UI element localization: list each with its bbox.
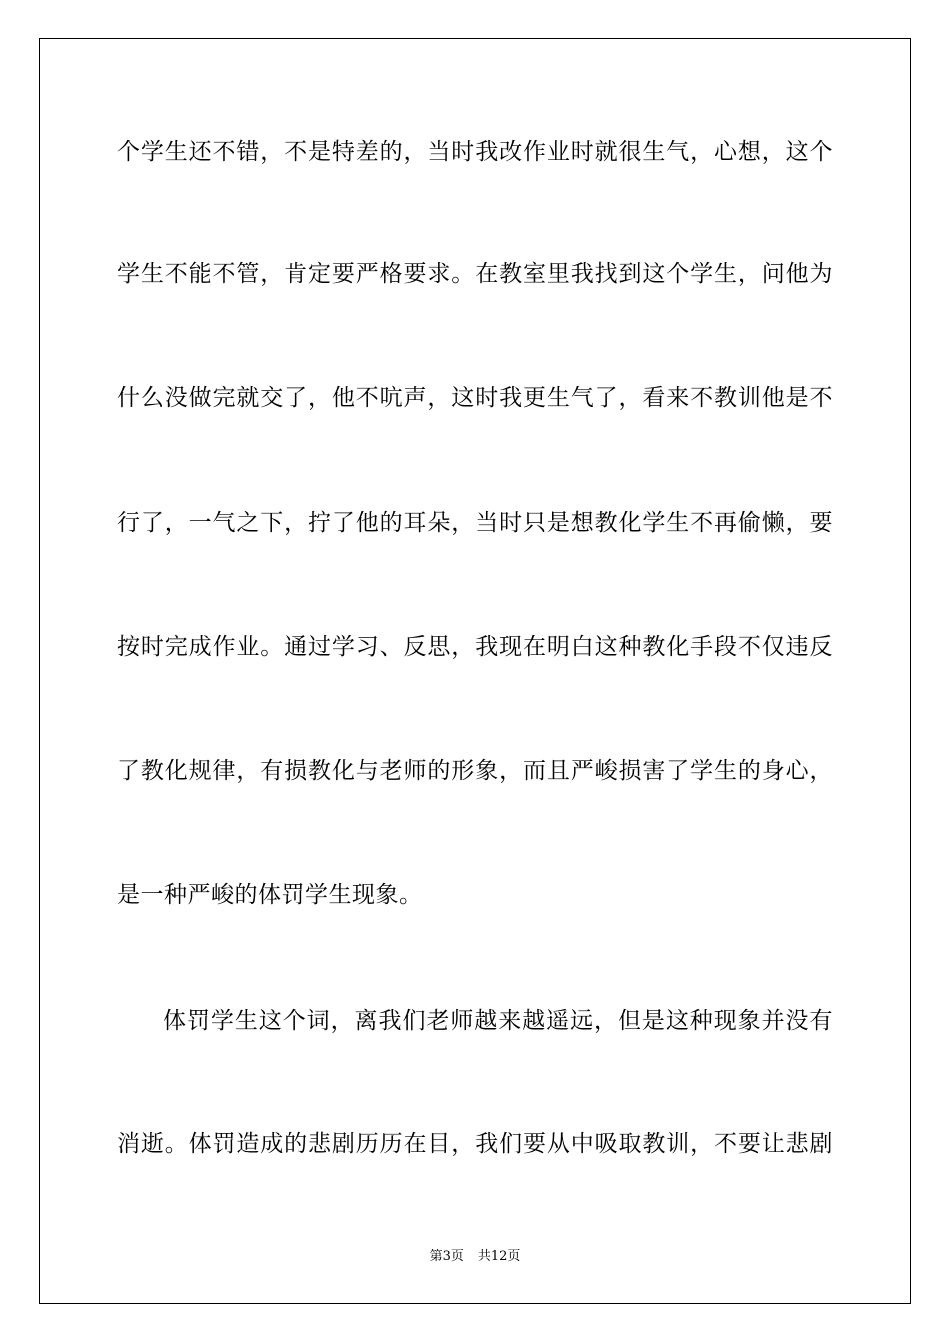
text-line: 什么没做完就交了，他不吭声，这时我更生气了，看来不教训他是不 xyxy=(117,385,833,411)
page-frame xyxy=(39,38,911,1304)
page-total: 共12页 xyxy=(477,1249,521,1264)
text-line: 是一种严峻的体罚学生现象。 xyxy=(117,882,423,908)
page-number: 第3页 xyxy=(429,1249,464,1264)
text-line: 学生不能不管，肯定要严格要求。在教室里我找到这个学生，问他为 xyxy=(117,261,833,287)
text-line: 按时完成作业。通过学习、反思，我现在明白这种教化手段不仅违反 xyxy=(117,634,833,660)
text-line: 个学生还不错，不是特差的，当时我改作业时就很生气，心想，这个 xyxy=(117,139,833,165)
page-footer xyxy=(0,1248,950,1266)
text-line: 消逝。体罚造成的悲剧历历在目，我们要从中吸取教训，不要让悲剧 xyxy=(117,1131,833,1157)
text-line-paragraph-start: 体罚学生这个词，离我们老师越来越遥远，但是这种现象并没有 xyxy=(163,1008,833,1034)
text-line: 了教化规律，有损教化与老师的形象，而且严峻损害了学生的身心， xyxy=(117,758,833,784)
text-line: 行了，一气之下，拧了他的耳朵，当时只是想教化学生不再偷懒，要 xyxy=(117,510,833,536)
